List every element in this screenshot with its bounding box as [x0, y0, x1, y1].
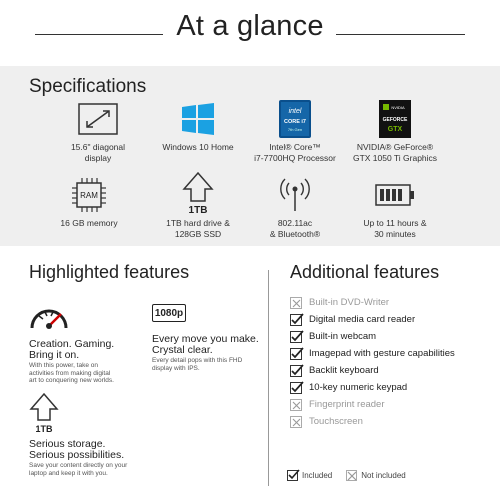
additional-features-list: [290, 294, 455, 430]
battery-icon: [375, 184, 415, 206]
additional-feature-item: [290, 311, 455, 328]
legend-not-included-label: Not included: [361, 471, 406, 480]
wireless-antenna-icon: [277, 177, 313, 213]
additional-feature-label: Backlit keyboard: [309, 365, 379, 376]
additional-feature-item: [290, 379, 455, 396]
nvidia-badge-line2: GEFORCE: [382, 117, 408, 123]
section-divider: [268, 270, 269, 486]
spec-os-text: Windows 10 Home: [162, 142, 234, 152]
checkmark-icon: [290, 331, 302, 343]
highlight-display: [152, 304, 272, 372]
storage-arrow-icon: [29, 392, 59, 434]
spec-memory-text: 16 GB memory: [60, 218, 118, 228]
intel-badge-line3: 7th Gen: [287, 127, 303, 132]
nvidia-geforce-gtx-badge-icon: [379, 100, 411, 138]
nvidia-badge-line3: GTX: [387, 126, 403, 133]
x-mark-icon: [290, 399, 302, 411]
spec-battery-text: Up to 11 hours & 30 minutes: [363, 218, 427, 239]
spec-wireless: [240, 174, 350, 240]
storage-icon-label: 1TB: [188, 205, 208, 215]
spec-display: [43, 98, 153, 164]
highlight-display-desc: Every detail pops with this FHD display with IPS.: [152, 357, 243, 372]
page-title: At a glance: [176, 10, 324, 42]
highlighted-features-title: Highlighted features: [29, 262, 190, 282]
spec-os: [143, 98, 253, 153]
spec-storage-text: 1TB hard drive & 128GB SSD: [166, 218, 230, 239]
spec-display-text: 15.6" diagonal display: [70, 142, 126, 163]
storage-arrow-icon: [181, 171, 215, 215]
checkmark-icon: [290, 365, 302, 377]
spec-battery: [340, 174, 450, 240]
header-rule-right: [336, 34, 465, 35]
checkmark-icon: [290, 348, 302, 360]
highlight-performance: [29, 300, 149, 385]
1080p-badge-icon: [152, 304, 186, 322]
spec-processor-text: Intel® Core™ i7-7700HQ Processor: [254, 142, 336, 163]
additional-feature-item: [290, 396, 455, 413]
additional-feature-item: [290, 294, 455, 311]
specifications-section: [0, 66, 500, 246]
additional-feature-item: [290, 413, 455, 430]
highlight-storage-title: Serious storage. Serious possibilities.: [29, 438, 125, 461]
highlight-storage: [29, 392, 159, 477]
legend: [287, 470, 420, 481]
spec-graphics-text: NVIDIA® GeForce® GTX 1050 Ti Graphics: [352, 142, 438, 163]
additional-feature-label: Digital media card reader: [309, 314, 416, 325]
highlight-display-title: Every move you make. Crystal clear.: [152, 333, 259, 356]
screen-diagonal-icon: [78, 103, 118, 135]
spec-storage: [143, 170, 253, 240]
additional-feature-item: [290, 362, 455, 379]
legend-included-label: Included: [302, 471, 333, 480]
ram-chip-icon: [71, 177, 107, 213]
additional-feature-label: Imagepad with gesture capabilities: [309, 348, 455, 359]
speedometer-icon: [29, 300, 69, 334]
additional-feature-label: Built-in webcam: [309, 331, 377, 342]
windows-logo-icon: [181, 102, 215, 136]
spec-processor: [240, 98, 350, 164]
spec-wireless-text: 802.11ac & Bluetooth®: [269, 218, 321, 239]
intel-core-i7-badge-icon: [279, 100, 311, 138]
additional-feature-item: [290, 328, 455, 345]
x-mark-icon: [290, 416, 302, 428]
intel-badge-line1: intel: [288, 108, 302, 115]
additional-feature-label: Fingerprint reader: [309, 399, 385, 410]
additional-feature-item: [290, 345, 455, 362]
highlight-performance-desc: With this power, take on activities from making digital art to conquering new worlds.: [29, 362, 114, 384]
additional-feature-label: Built-in DVD-Writer: [309, 297, 390, 308]
header: [0, 0, 500, 66]
specifications-title: Specifications: [29, 76, 147, 97]
x-mark-icon: [290, 297, 302, 309]
spec-graphics: [340, 98, 450, 164]
additional-feature-label: 10-key numeric keypad: [309, 382, 408, 393]
spec-memory: [34, 174, 144, 229]
nvidia-badge-line1: NVIDIA: [391, 105, 405, 110]
highlight-storage-desc: Save your content directly on your laptop and keep it with you.: [29, 462, 128, 477]
legend-included-checkbox-icon: [287, 470, 298, 481]
intel-badge-line2: CORE i7: [283, 119, 307, 125]
checkmark-icon: [290, 314, 302, 326]
checkmark-icon: [290, 382, 302, 394]
highlight-performance-title: Creation. Gaming. Bring it on.: [29, 338, 115, 361]
additional-features-title: Additional features: [290, 262, 440, 282]
additional-feature-label: Touchscreen: [309, 416, 363, 427]
legend-not-included-checkbox-icon: [346, 470, 357, 481]
ram-chip-label: RAM: [80, 191, 98, 200]
highlight-storage-icon-label: 1TB: [35, 424, 53, 434]
1080p-badge-label: 1080p: [154, 307, 184, 319]
